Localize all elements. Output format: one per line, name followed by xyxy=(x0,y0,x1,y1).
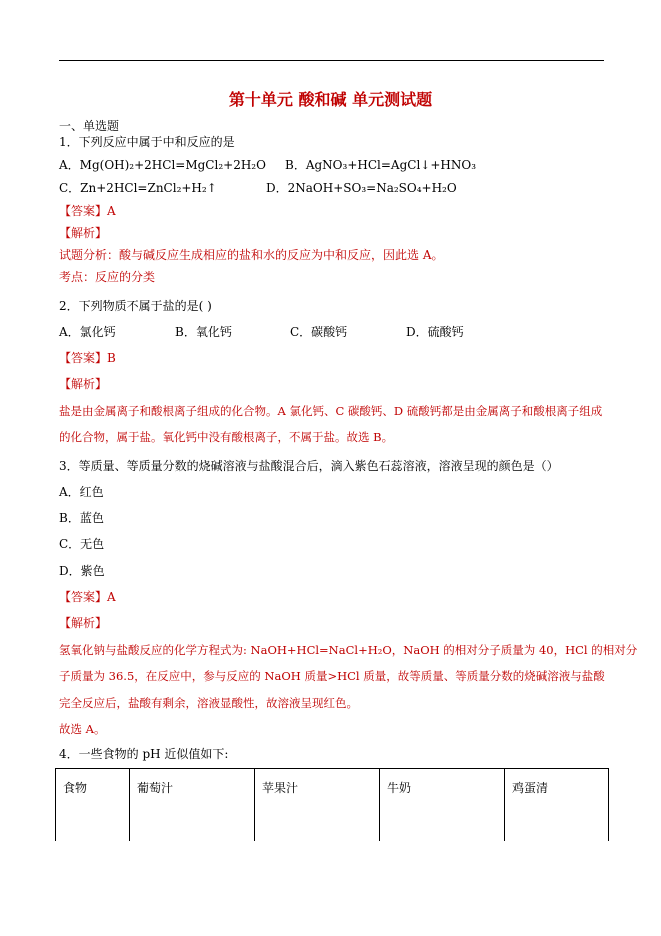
table-header-cell: 葡萄汁 xyxy=(130,769,255,842)
q1-stem: 1．下列反应中属于中和反应的是 xyxy=(59,135,235,149)
q3-option-c: C．无色 xyxy=(59,537,105,551)
q2-answer: 【答案】B xyxy=(59,351,116,365)
q3-option-b: B．蓝色 xyxy=(59,511,104,525)
q2-option-d: D．硫酸钙 xyxy=(406,325,464,339)
table-header-cell: 食物 xyxy=(56,769,130,842)
table-header-cell: 苹果汁 xyxy=(255,769,380,842)
header-rule xyxy=(59,60,604,61)
q3-option-d: D．紫色 xyxy=(59,564,105,578)
q3-analysis-line: 子质量为 36.5，在反应中，参与反应的 NaOH 质量>HCl 质量，故等质量、等质量分数的烧碱溶液与盐酸 xyxy=(59,669,605,683)
q2-analysis-line: 盐是由金属离子和酸根离子组成的化合物。A 氯化钙、C 碳酸钙、D 硫酸钙都是由金属离子和酸根离子组成 xyxy=(59,404,603,418)
q2-option-b: B．氧化钙 xyxy=(175,325,232,339)
q1-option-d: D．2NaOH+SO₃=Na₂SO₄+H₂O xyxy=(266,181,457,195)
q3-analysis-line: 故选 A。 xyxy=(59,722,106,736)
q2-analysis-line: 的化合物，属于盐。氧化钙中没有酸根离子，不属于盐。故选 B。 xyxy=(59,430,394,444)
q3-option-a: A．红色 xyxy=(59,485,104,499)
q3-stem: 3．等质量、等质量分数的烧碱溶液与盐酸混合后，滴入紫色石蕊溶液，溶液呈现的颜色是（） xyxy=(59,459,559,473)
table-header-cell: 鸡蛋清 xyxy=(505,769,609,842)
q1-option-b: B．AgNO₃+HCl=AgCl↓+HNO₃ xyxy=(285,158,476,172)
q2-stem: 2．下列物质不属于盐的是( ) xyxy=(59,299,212,313)
table-header-cell: 牛奶 xyxy=(380,769,505,842)
q4-stem: 4．一些食物的 pH 近似值如下: xyxy=(59,747,229,761)
q2-option-c: C．碳酸钙 xyxy=(290,325,348,339)
q3-analysis-line: 氢氧化钠与盐酸反应的化学方程式为: NaOH+HCl=NaCl+H₂O，NaOH 的相对分子质量为 40，HCl 的相对分 xyxy=(59,643,638,657)
q1-point: 考点：反应的分类 xyxy=(59,270,156,284)
section-label: 一、单选题 xyxy=(59,119,120,133)
ph-table xyxy=(55,768,609,841)
q1-option-c: C．Zn+2HCl=ZnCl₂+H₂↑ xyxy=(59,181,217,195)
q3-answer: 【答案】A xyxy=(59,590,116,604)
table-row xyxy=(56,769,609,842)
q1-answer: 【答案】A xyxy=(59,204,116,218)
q3-analysis-label: 【解析】 xyxy=(59,616,108,630)
q2-analysis-label: 【解析】 xyxy=(59,377,108,391)
page-title: 第十单元 酸和碱 单元测试题 xyxy=(228,90,433,109)
q1-option-a: A．Mg(OH)₂+2HCl=MgCl₂+2H₂O xyxy=(59,158,266,172)
q3-analysis-line: 完全反应后，盐酸有剩余，溶液显酸性，故溶液呈现红色。 xyxy=(59,696,358,710)
q1-analysis-label: 【解析】 xyxy=(59,226,108,240)
q2-option-a: A．氯化钙 xyxy=(59,325,116,339)
q1-analysis: 试题分析：酸与碱反应生成相应的盐和水的反应为中和反应，因此选 A。 xyxy=(59,248,444,262)
